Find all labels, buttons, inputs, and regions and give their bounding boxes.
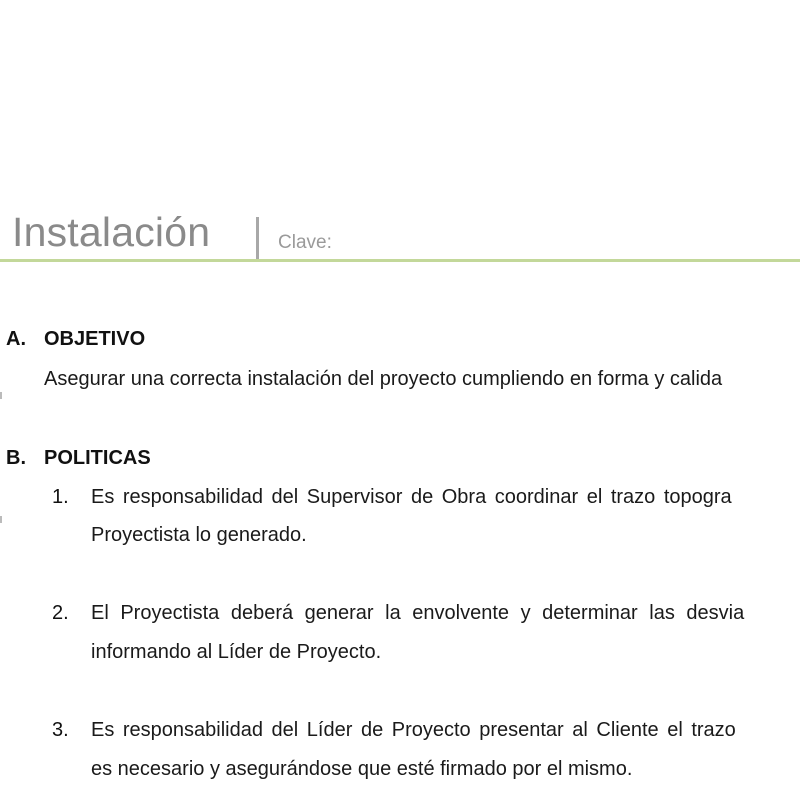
policy-number: 3. <box>52 719 69 741</box>
title-separator <box>256 217 259 259</box>
margin-mark <box>0 516 2 523</box>
policy-line: Es responsabilidad del Líder de Proyecto presentar al Cliente el trazo <box>91 719 736 741</box>
section-b-title: POLITICAS <box>44 447 151 469</box>
policy-line: informando al Líder de Proyecto. <box>91 641 382 663</box>
margin-mark <box>0 392 2 399</box>
policy-number: 1. <box>52 486 69 508</box>
header-rule <box>0 259 800 262</box>
objective-text: Asegurar una correcta instalación del proyecto cumpliendo en forma y calida <box>44 368 723 390</box>
document-title: Instalación <box>12 209 211 255</box>
policy-number: 2. <box>52 602 69 624</box>
section-a-title: OBJETIVO <box>44 328 146 350</box>
section-a-letter: A. <box>6 328 26 350</box>
policy-line: El Proyectista deberá generar la envolvente y determinar las desvia <box>91 602 745 624</box>
section-b-heading <box>6 447 151 470</box>
section-b-letter: B. <box>6 447 26 469</box>
policy-line: es necesario y asegurándose que esté firmado por el mismo. <box>91 758 633 780</box>
policy-line: Proyectista lo generado. <box>91 524 307 546</box>
document-header <box>0 205 800 263</box>
clave-label: Clave: <box>278 232 332 253</box>
section-a-heading <box>6 328 145 351</box>
policy-line: Es responsabilidad del Supervisor de Obra coordinar el trazo topogra <box>91 486 732 508</box>
